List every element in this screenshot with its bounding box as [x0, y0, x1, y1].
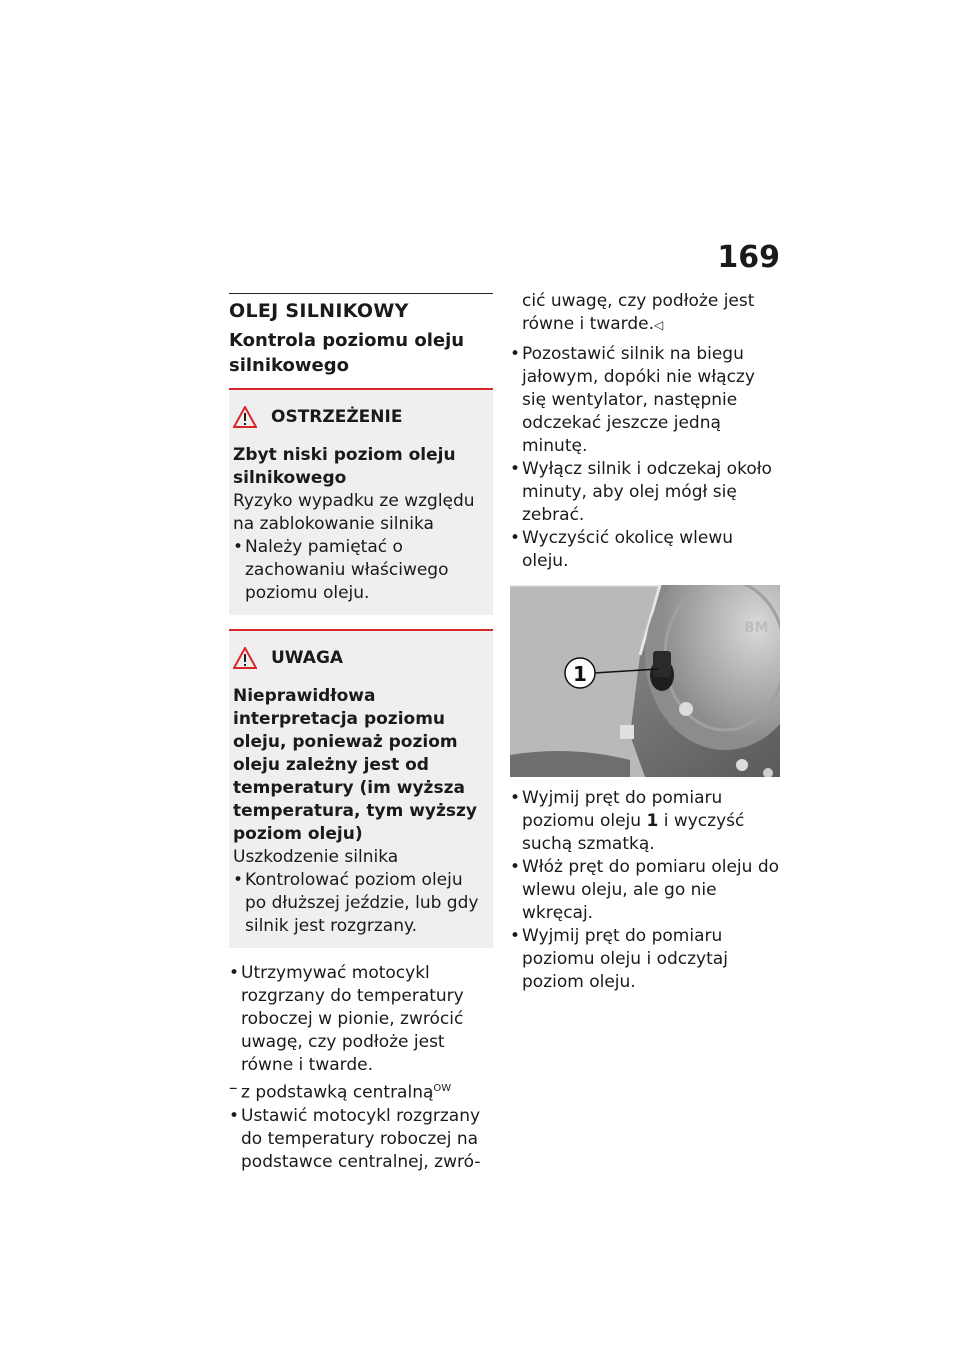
page-number: 169: [717, 240, 780, 275]
continuation-text: [510, 290, 782, 337]
section-title: OLEJ SILNIKOWY: [229, 300, 409, 322]
engine-oil-photo: [510, 585, 780, 777]
photo-callout-number: 1: [573, 662, 587, 686]
step-bullet: • Utrzymywać motocykl rozgrzany do temperatury roboczej w pionie, zwrócić uwagę, czy podłoże jest równe i twarde.: [229, 962, 493, 1077]
warning-triangle-icon: [233, 406, 257, 428]
step-bullet: • Wyczyścić okolicę wlewu oleju.: [510, 527, 782, 573]
step-bullet: [510, 787, 782, 856]
continuation-body: cić uwagę, czy podłoże jest równe i twarde.: [522, 291, 755, 334]
warning-label: OSTRZEŻENIE: [271, 407, 403, 427]
step-bullet: • Wyłącz silnik i odczekaj około minuty, aby olej mógł się zebrać.: [510, 458, 782, 527]
photo-logo-text: BM: [744, 620, 769, 636]
dipstick-text-b: i wyczyść suchą szmatką.: [522, 811, 745, 854]
right-column: [510, 290, 782, 994]
left-column: [229, 293, 493, 1174]
notice-text: Uszkodzenie silnika: [233, 847, 399, 867]
warning-bullet: • Należy pamiętać o zachowaniu właściwego poziomu oleju.: [233, 536, 487, 605]
warning-text: Ryzyko wypadku ze względu na zablokowanie silnika: [233, 491, 475, 534]
notice-header: [233, 647, 487, 669]
notice-title: Nieprawidłowa interpretacja poziomu oleju, ponieważ poziom oleju zależny jest od temperatury (im wyższa temperatura, tym wyższy poziom oleju): [233, 686, 478, 844]
section-rule: [229, 293, 493, 294]
condition-sup: OW: [433, 1083, 452, 1094]
end-mark: ◁: [654, 318, 664, 332]
dipstick-text-a: Wyjmij pręt do pomiaru poziomu oleju: [522, 788, 723, 831]
condition-dash: [229, 1077, 493, 1105]
step-bullet: • Wyjmij pręt do pomiaru poziomu oleju i odczytaj poziom oleju.: [510, 925, 782, 994]
sub-title: Kontrola poziomu oleju silnikowego: [229, 330, 465, 376]
step-bullet: • Pozostawić silnik na biegu jałowym, dopóki nie włączy się wentylator, następnie odczekać jeszcze jedną minutę.: [510, 343, 782, 458]
warning-title: Zbyt niski poziom oleju silnikowego: [233, 445, 456, 488]
step-bullet: • Ustawić motocykl rozgrzany do temperatury roboczej na podstawce centralnej, zwró-: [229, 1105, 493, 1174]
notice-label: UWAGA: [271, 648, 344, 668]
notice-bullet: • Kontrolować poziom oleju po dłuższej jeździe, lub gdy silnik jest rozgrzany.: [233, 869, 487, 938]
notice-box: [229, 629, 493, 948]
warning-box: [229, 388, 493, 615]
condition-text: z podstawką centralną: [241, 1082, 434, 1103]
warning-header: [233, 406, 487, 428]
notice-triangle-icon: [233, 647, 257, 669]
step-bullet: • Włóż pręt do pomiaru oleju do wlewu oleju, ale go nie wkręcaj.: [510, 856, 782, 925]
dipstick-ref-number: 1: [646, 811, 659, 831]
